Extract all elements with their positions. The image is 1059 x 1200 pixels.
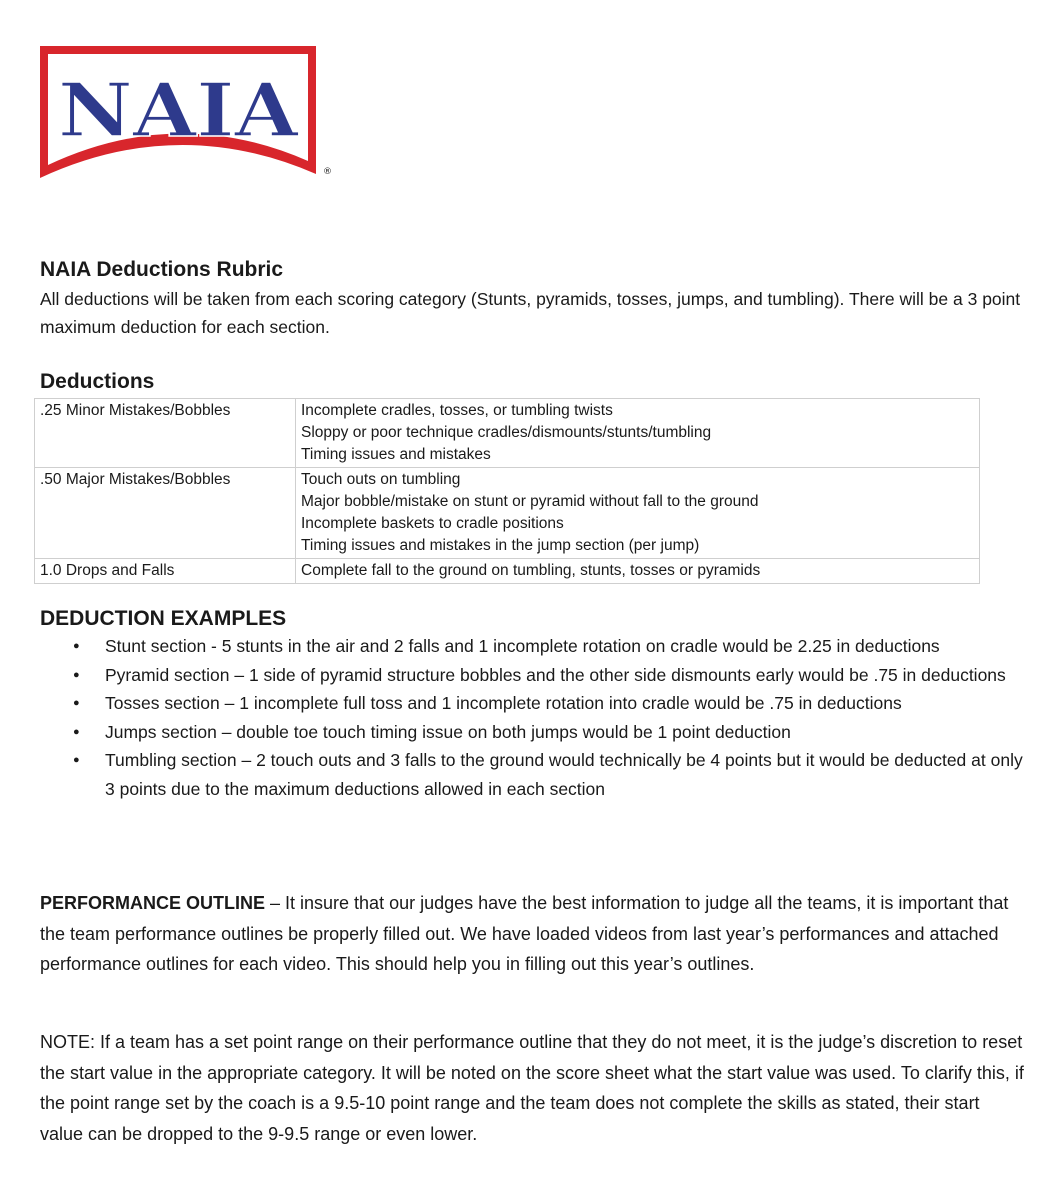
deductions-title: Deductions	[40, 370, 155, 393]
deduction-items	[296, 559, 980, 584]
example-item: ● Stunt section - 5 stunts in the air and 2 falls and 1 incomplete rotation on cradle would be 2.25 in deductions	[40, 632, 1025, 661]
note-paragraph: NOTE: If a team has a set point range on their performance outline that they do not meet, it is the judge’s discretion to reset the start value in the appropriate category. It will be noted on the score sheet what the start value was used. To clarify this, if the point range set by the coach is a 9.5-10 point range and the team does not complete the skills as stated, their start value can be dropped to the 9-9.5 range or even lower.	[40, 1032, 1024, 1144]
performance-outline-paragraph	[40, 888, 1025, 980]
deduction-row	[35, 559, 980, 584]
deduction-item: Incomplete cradles, tosses, or tumbling twists	[301, 402, 613, 419]
example-item: ● Tumbling section – 2 touch outs and 3 falls to the ground would technically be 4 points but it would be deducted at only 3 points due to the maximum deductions allowed in each section	[40, 746, 1025, 803]
example-item: ● Jumps section – double toe touch timing issue on both jumps would be 1 point deduction	[40, 718, 1025, 747]
naia-logo	[38, 44, 338, 184]
performance-outline-text: – It insure that our judges have the best information to judge all the teams, it is important that the team performance outlines be properly filled out. We have loaded videos from last year’s performances and attached performance outlines for each video. This should help you in filling out this year’s outlines.	[40, 893, 1009, 974]
deduction-row	[35, 468, 980, 559]
deduction-item: Complete fall to the ground on tumbling, stunts, tosses or pyramids	[301, 562, 761, 579]
deduction-items	[296, 468, 980, 559]
example-item: ● Pyramid section – 1 side of pyramid structure bobbles and the other side dismounts early would be .75 in deductions	[40, 661, 1025, 690]
example-item: ● Tosses section – 1 incomplete full toss and 1 incomplete rotation into cradle would be .75 in deductions	[40, 689, 1025, 718]
logo-text: NAIA	[58, 68, 300, 154]
examples-list	[40, 632, 1025, 803]
deduction-item: Incomplete baskets to cradle positions	[301, 515, 564, 532]
deduction-items	[296, 399, 980, 468]
deduction-label: 1.0 Drops and Falls	[35, 559, 296, 584]
deduction-item: Major bobble/mistake on stunt or pyramid without fall to the ground	[301, 493, 759, 510]
registered-mark: ®	[323, 167, 332, 177]
deductions-table	[34, 398, 980, 584]
naia-logo-graphic	[38, 44, 338, 184]
rubric-text: All deductions will be taken from each scoring category (Stunts, pyramids, tosses, jumps, and tumbling). There will be a 3 point maximum deduction for each section.	[40, 289, 1021, 337]
deduction-item: Touch outs on tumbling	[301, 471, 461, 488]
rubric-title: NAIA Deductions Rubric	[40, 258, 284, 281]
performance-outline-label: PERFORMANCE OUTLINE	[40, 893, 265, 913]
deduction-item: Timing issues and mistakes in the jump section (per jump)	[301, 537, 700, 554]
deduction-label: .50 Major Mistakes/Bobbles	[35, 468, 296, 559]
examples-title: DEDUCTION EXAMPLES	[40, 607, 287, 630]
deduction-item: Sloppy or poor technique cradles/dismounts/stunts/tumbling	[301, 424, 712, 441]
deduction-label: .25 Minor Mistakes/Bobbles	[35, 399, 296, 468]
deduction-item: Timing issues and mistakes	[301, 446, 491, 463]
deduction-row	[35, 399, 980, 468]
